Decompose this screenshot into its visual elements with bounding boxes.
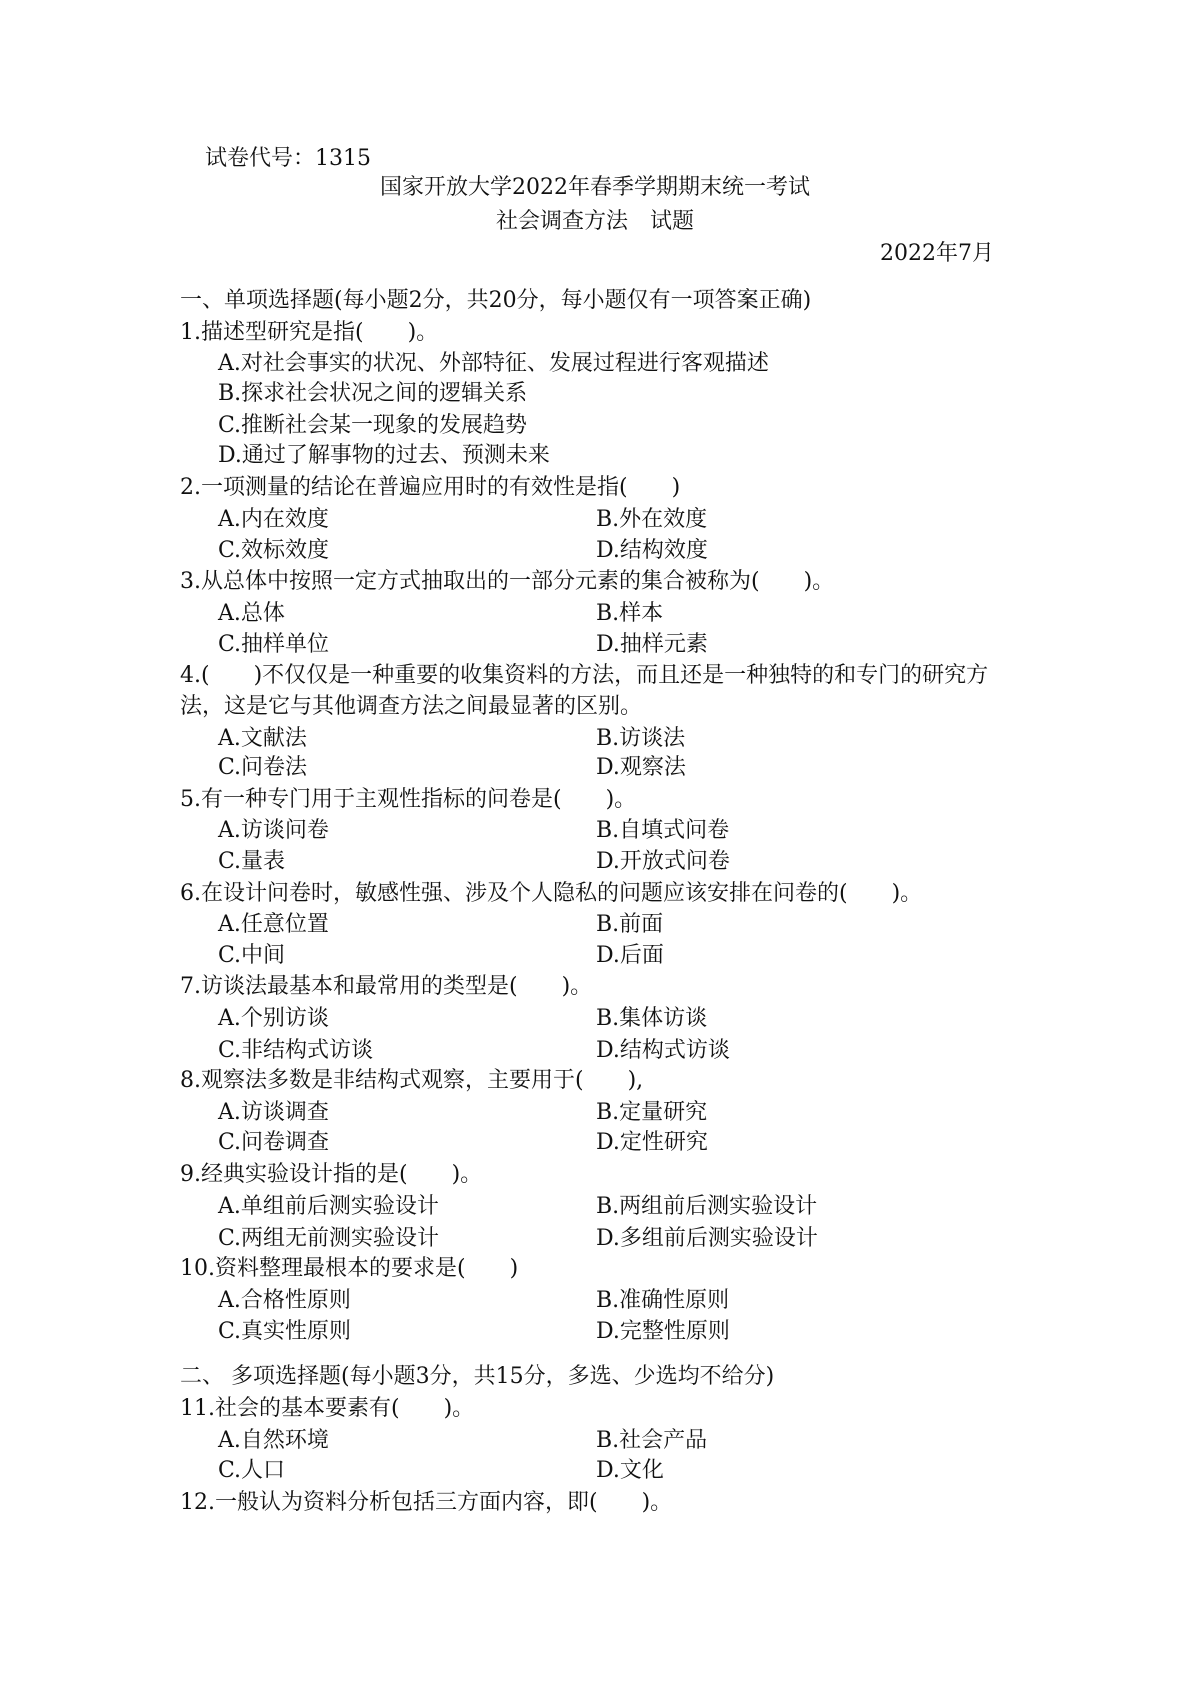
section-2-title: 二、 多项选择题(每小题3分，共15分，多选、少选均不给分): [180, 1364, 775, 1389]
q10-option-a: A.合格性原则: [218, 1288, 351, 1313]
q1-option-b: B.探求社会状况之间的逻辑关系: [218, 381, 528, 406]
q5-option-d: D.开放式问卷: [596, 849, 730, 874]
exam-code: 试卷代号：1315: [205, 146, 371, 171]
q6-option-b: B.前面: [596, 912, 664, 937]
question-9: 9.经典实验设计指的是( )。: [180, 1162, 483, 1187]
question-6: 6.在设计问卷时，敏感性强、涉及个人隐私的问题应该安排在问卷的( )。: [180, 881, 923, 906]
question-12: 12.一般认为资料分析包括三方面内容，即( )。: [180, 1490, 673, 1515]
q3-option-b: B.样本: [596, 601, 664, 626]
q5-option-a: A.访谈问卷: [218, 818, 329, 843]
question-10: 10.资料整理最根本的要求是( ): [180, 1256, 519, 1281]
q8-option-a: A.访谈调查: [218, 1100, 329, 1125]
q11-option-b: B.社会产品: [596, 1428, 708, 1453]
q2-option-c: C.效标效度: [218, 538, 330, 563]
question-1: 1.描述型研究是指( )。: [180, 320, 439, 345]
q9-option-a: A.单组前后测实验设计: [218, 1194, 439, 1219]
q11-option-a: A.自然环境: [218, 1428, 329, 1453]
q2-option-a: A.内在效度: [218, 507, 329, 532]
q10-option-d: D.完整性原则: [596, 1319, 730, 1344]
q1-option-c: C.推断社会某一现象的发展趋势: [218, 413, 528, 438]
q7-option-b: B.集体访谈: [596, 1006, 708, 1031]
q6-option-d: D.后面: [596, 943, 664, 968]
q8-option-b: B.定量研究: [596, 1100, 708, 1125]
q7-option-c: C.非结构式访谈: [218, 1038, 374, 1063]
q3-option-c: C.抽样单位: [218, 632, 330, 657]
question-5: 5.有一种专门用于主观性指标的问卷是( )。: [180, 787, 637, 812]
q9-option-c: C.两组无前测实验设计: [218, 1226, 440, 1251]
q3-option-d: D.抽样元素: [596, 632, 708, 657]
q5-option-c: C.量表: [218, 849, 286, 874]
q8-option-d: D.定性研究: [596, 1130, 708, 1155]
q7-option-d: D.结构式访谈: [596, 1038, 730, 1063]
q11-option-d: D.文化: [596, 1458, 664, 1483]
q9-option-d: D.多组前后测实验设计: [596, 1226, 818, 1251]
question-3: 3.从总体中按照一定方式抽取出的一部分元素的集合被称为( )。: [180, 569, 835, 594]
q4-option-d: D.观察法: [596, 755, 686, 780]
q4-option-b: B.访谈法: [596, 726, 686, 751]
q6-option-a: A.任意位置: [218, 912, 329, 937]
exam-subtitle: 社会调查方法 试题: [495, 209, 694, 234]
q1-option-d: D.通过了解事物的过去、预测未来: [218, 443, 550, 468]
q6-option-c: C.中间: [218, 943, 286, 968]
q7-option-a: A.个别访谈: [218, 1006, 329, 1031]
q4-option-c: C.问卷法: [218, 755, 308, 780]
question-4: 4.( )不仅仅是一种重要的收集资料的方法，而且还是一种独特的和专门的研究方法，这是它与其他调查方法之间最显著的区别。: [180, 663, 989, 719]
exam-date: 2022年7月: [880, 241, 994, 266]
exam-title: 国家开放大学2022年春季学期期末统一考试: [380, 175, 810, 200]
q11-option-c: C.人口: [218, 1458, 286, 1483]
q1-option-a: A.对社会事实的状况、外部特征、发展过程进行客观描述: [218, 351, 769, 376]
question-11: 11.社会的基本要素有( )。: [180, 1396, 475, 1421]
section-1-title: 一、单项选择题(每小题2分，共20分，每小题仅有一项答案正确): [180, 288, 812, 313]
q3-option-a: A.总体: [218, 601, 285, 626]
question-7: 7.访谈法最基本和最常用的类型是( )。: [180, 974, 593, 999]
q10-option-b: B.准确性原则: [596, 1288, 730, 1313]
q5-option-b: B.自填式问卷: [596, 818, 730, 843]
q2-option-d: D.结构效度: [596, 538, 708, 563]
q9-option-b: B.两组前后测实验设计: [596, 1194, 818, 1219]
q10-option-c: C.真实性原则: [218, 1319, 352, 1344]
question-2: 2.一项测量的结论在普遍应用时的有效性是指( ): [180, 475, 681, 500]
q8-option-c: C.问卷调查: [218, 1130, 330, 1155]
q4-option-a: A.文献法: [218, 726, 307, 751]
q2-option-b: B.外在效度: [596, 507, 708, 532]
question-8: 8.观察法多数是非结构式观察，主要用于( ),: [180, 1068, 644, 1093]
